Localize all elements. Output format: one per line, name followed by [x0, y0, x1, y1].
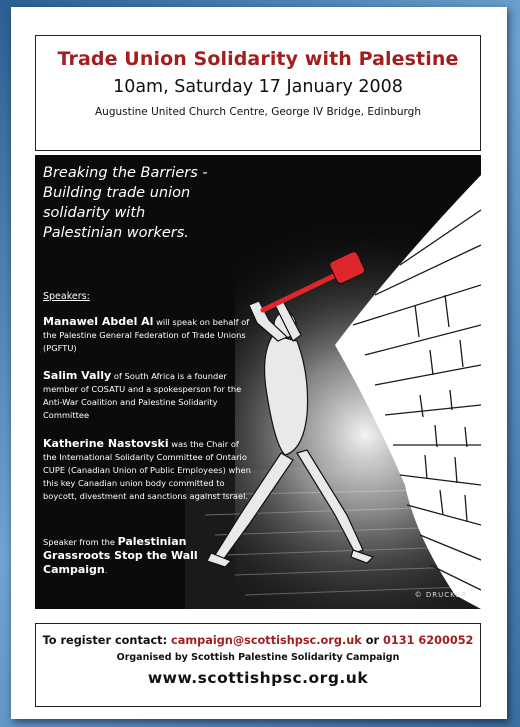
- speaker-prefix: Speaker from the: [43, 537, 118, 547]
- speaker-entry: [43, 437, 253, 503]
- speaker-suffix: .: [104, 565, 108, 575]
- speaker-name: Katherine Nastovski: [43, 437, 169, 450]
- event-venue: Augustine United Church Centre, George IV Bridge, Edinburgh: [94, 106, 421, 118]
- speaker-bio: was the Chair of the International Solidarity Committee of Ontario CUPE (Canadian Union of Public Employees) when this key Canadian union body committed to boycott, divestment and sanctions against Israel.: [43, 439, 251, 501]
- contact-email-link[interactable]: campaign@scottishpsc.org.uk: [171, 634, 362, 647]
- poster-artwork: [35, 155, 481, 609]
- speaker-bio: of South Africa is a founder member of COSATU and a spokesperson for the Anti-War Coalition and Palestine Solidarity Committee: [43, 371, 242, 420]
- organiser-line: Organised by Scottish Palestine Solidarity Campaign: [116, 652, 400, 663]
- tagline-line: Palestinian workers.: [43, 225, 189, 241]
- footer-box: [35, 623, 481, 707]
- tagline-line: Breaking the Barriers -: [43, 165, 208, 181]
- speaker-entry: [43, 535, 253, 577]
- header-box: [35, 35, 481, 151]
- artist-signature: © DRUCKER: [414, 591, 467, 599]
- register-label: To register contact:: [42, 634, 172, 647]
- speaker-name: Manawel Abdel Al: [43, 315, 154, 328]
- speaker-entry: [43, 315, 253, 355]
- register-contact: [36, 634, 480, 647]
- speaker-name: Salim Vally: [43, 369, 112, 382]
- speakers-heading: Speakers:: [43, 291, 90, 302]
- tagline-line: solidarity with: [43, 205, 146, 221]
- contact-phone: 0131 6200052: [383, 634, 474, 647]
- speaker-name: Palestinian Grassroots Stop the Wall Campaign: [43, 535, 198, 576]
- speaker-entry: [43, 369, 253, 422]
- tagline-line: Building trade union: [43, 185, 191, 201]
- website-link[interactable]: www.scottishpsc.org.uk: [147, 669, 369, 687]
- flyer-page: [11, 7, 507, 719]
- speaker-bio: will speak on behalf of the Palestine General Federation of Trade Unions (PGFTU): [43, 317, 250, 353]
- or-label: or: [361, 634, 384, 647]
- tagline: [43, 163, 243, 243]
- page-title: Trade Union Solidarity with Palestine: [57, 48, 459, 70]
- event-datetime: 10am, Saturday 17 January 2008: [113, 77, 403, 97]
